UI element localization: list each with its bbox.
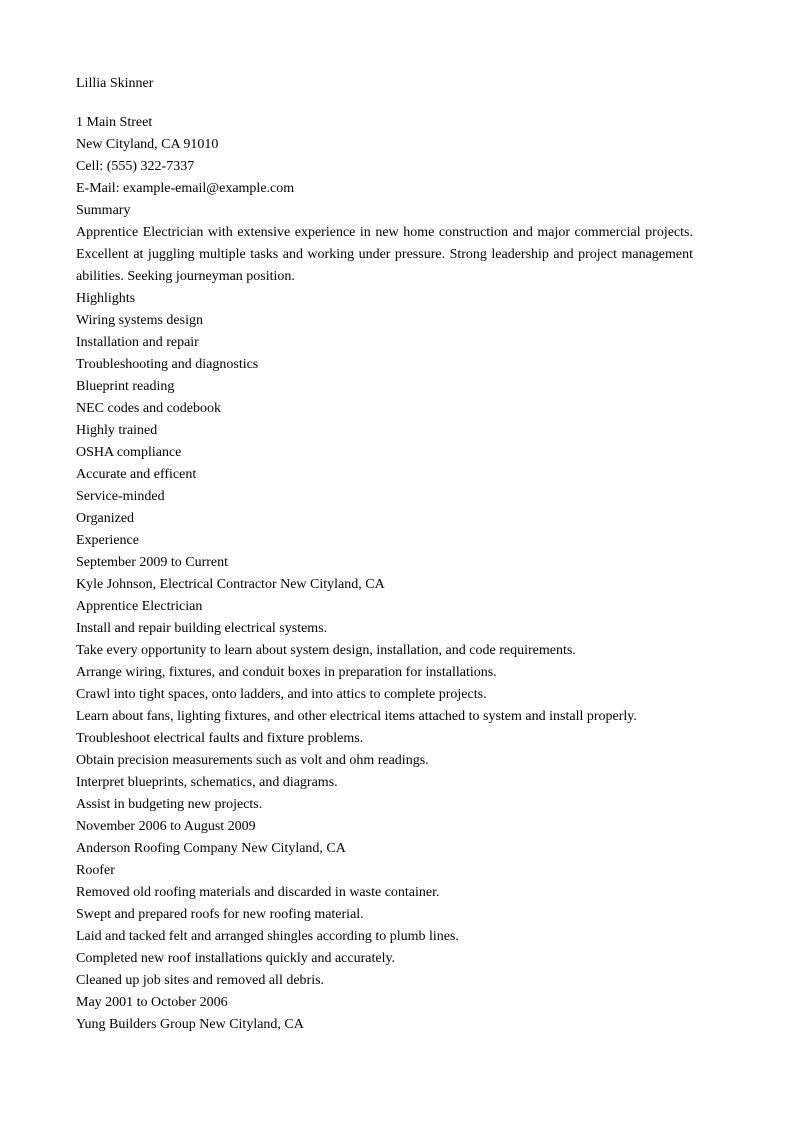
job-employer: Kyle Johnson, Electrical Contractor New Cityland, CA — [76, 577, 385, 592]
job-duty: Take every opportunity to learn about system design, installation, and code requirements. — [76, 643, 576, 658]
job-dates: May 2001 to October 2006 — [76, 995, 228, 1010]
highlight-item: Organized — [76, 511, 135, 526]
contact-cell: Cell: (555) 322-7337 — [76, 159, 195, 174]
highlight-item: Accurate and efficent — [76, 467, 197, 482]
highlight-item: OSHA compliance — [76, 445, 182, 460]
job-dates: September 2009 to Current — [76, 555, 229, 570]
experience-heading: Experience — [76, 533, 139, 548]
highlight-item: Installation and repair — [76, 335, 199, 350]
job-duty: Removed old roofing materials and discarded in waste container. — [76, 885, 440, 900]
candidate-name: Lillia Skinner — [76, 76, 154, 91]
highlight-item: Service-minded — [76, 489, 165, 504]
highlight-item: NEC codes and codebook — [76, 401, 222, 416]
job-title: Roofer — [76, 863, 115, 878]
job-duty: Assist in budgeting new projects. — [76, 797, 263, 812]
highlight-item: Wiring systems design — [76, 313, 203, 328]
job-duty: Learn about fans, lighting fixtures, and other electrical items attached to system and install properly. — [76, 709, 637, 724]
job-duty: Crawl into tight spaces, onto ladders, and into attics to complete projects. — [76, 687, 487, 702]
job-duty: Cleaned up job sites and removed all debris. — [76, 973, 325, 988]
summary-text: Apprentice Electrician with extensive experience in new home construction and major commercial projects. Excellent at juggling multiple tasks and working under pressure. Strong leadership and project management abilities. Seeking journeyman position. — [76, 225, 693, 284]
job-duty: Swept and prepared roofs for new roofing material. — [76, 907, 364, 922]
contact-street: 1 Main Street — [76, 115, 153, 130]
highlight-item: Blueprint reading — [76, 379, 175, 394]
job-duty: Interpret blueprints, schematics, and diagrams. — [76, 775, 338, 790]
job-duty: Arrange wiring, fixtures, and conduit boxes in preparation for installations. — [76, 665, 497, 680]
highlights-heading: Highlights — [76, 291, 136, 306]
job-dates: November 2006 to August 2009 — [76, 819, 256, 834]
job-duty: Completed new roof installations quickly and accurately. — [76, 951, 396, 966]
job-title: Apprentice Electrician — [76, 599, 203, 614]
job-duty: Install and repair building electrical systems. — [76, 621, 328, 636]
job-employer: Anderson Roofing Company New Cityland, CA — [76, 841, 346, 856]
job-employer: Yung Builders Group New Cityland, CA — [76, 1017, 304, 1032]
highlight-item: Highly trained — [76, 423, 158, 438]
contact-city: New Cityland, CA 91010 — [76, 137, 219, 152]
resume-content — [76, 112, 701, 1036]
job-duty: Troubleshoot electrical faults and fixture problems. — [76, 731, 364, 746]
job-duty: Laid and tacked felt and arranged shingles according to plumb lines. — [76, 929, 459, 944]
job-duty: Obtain precision measurements such as volt and ohm readings. — [76, 753, 429, 768]
contact-email: E-Mail: example-email@example.com — [76, 181, 295, 196]
highlight-item: Troubleshooting and diagnostics — [76, 357, 259, 372]
summary-heading: Summary — [76, 203, 131, 218]
